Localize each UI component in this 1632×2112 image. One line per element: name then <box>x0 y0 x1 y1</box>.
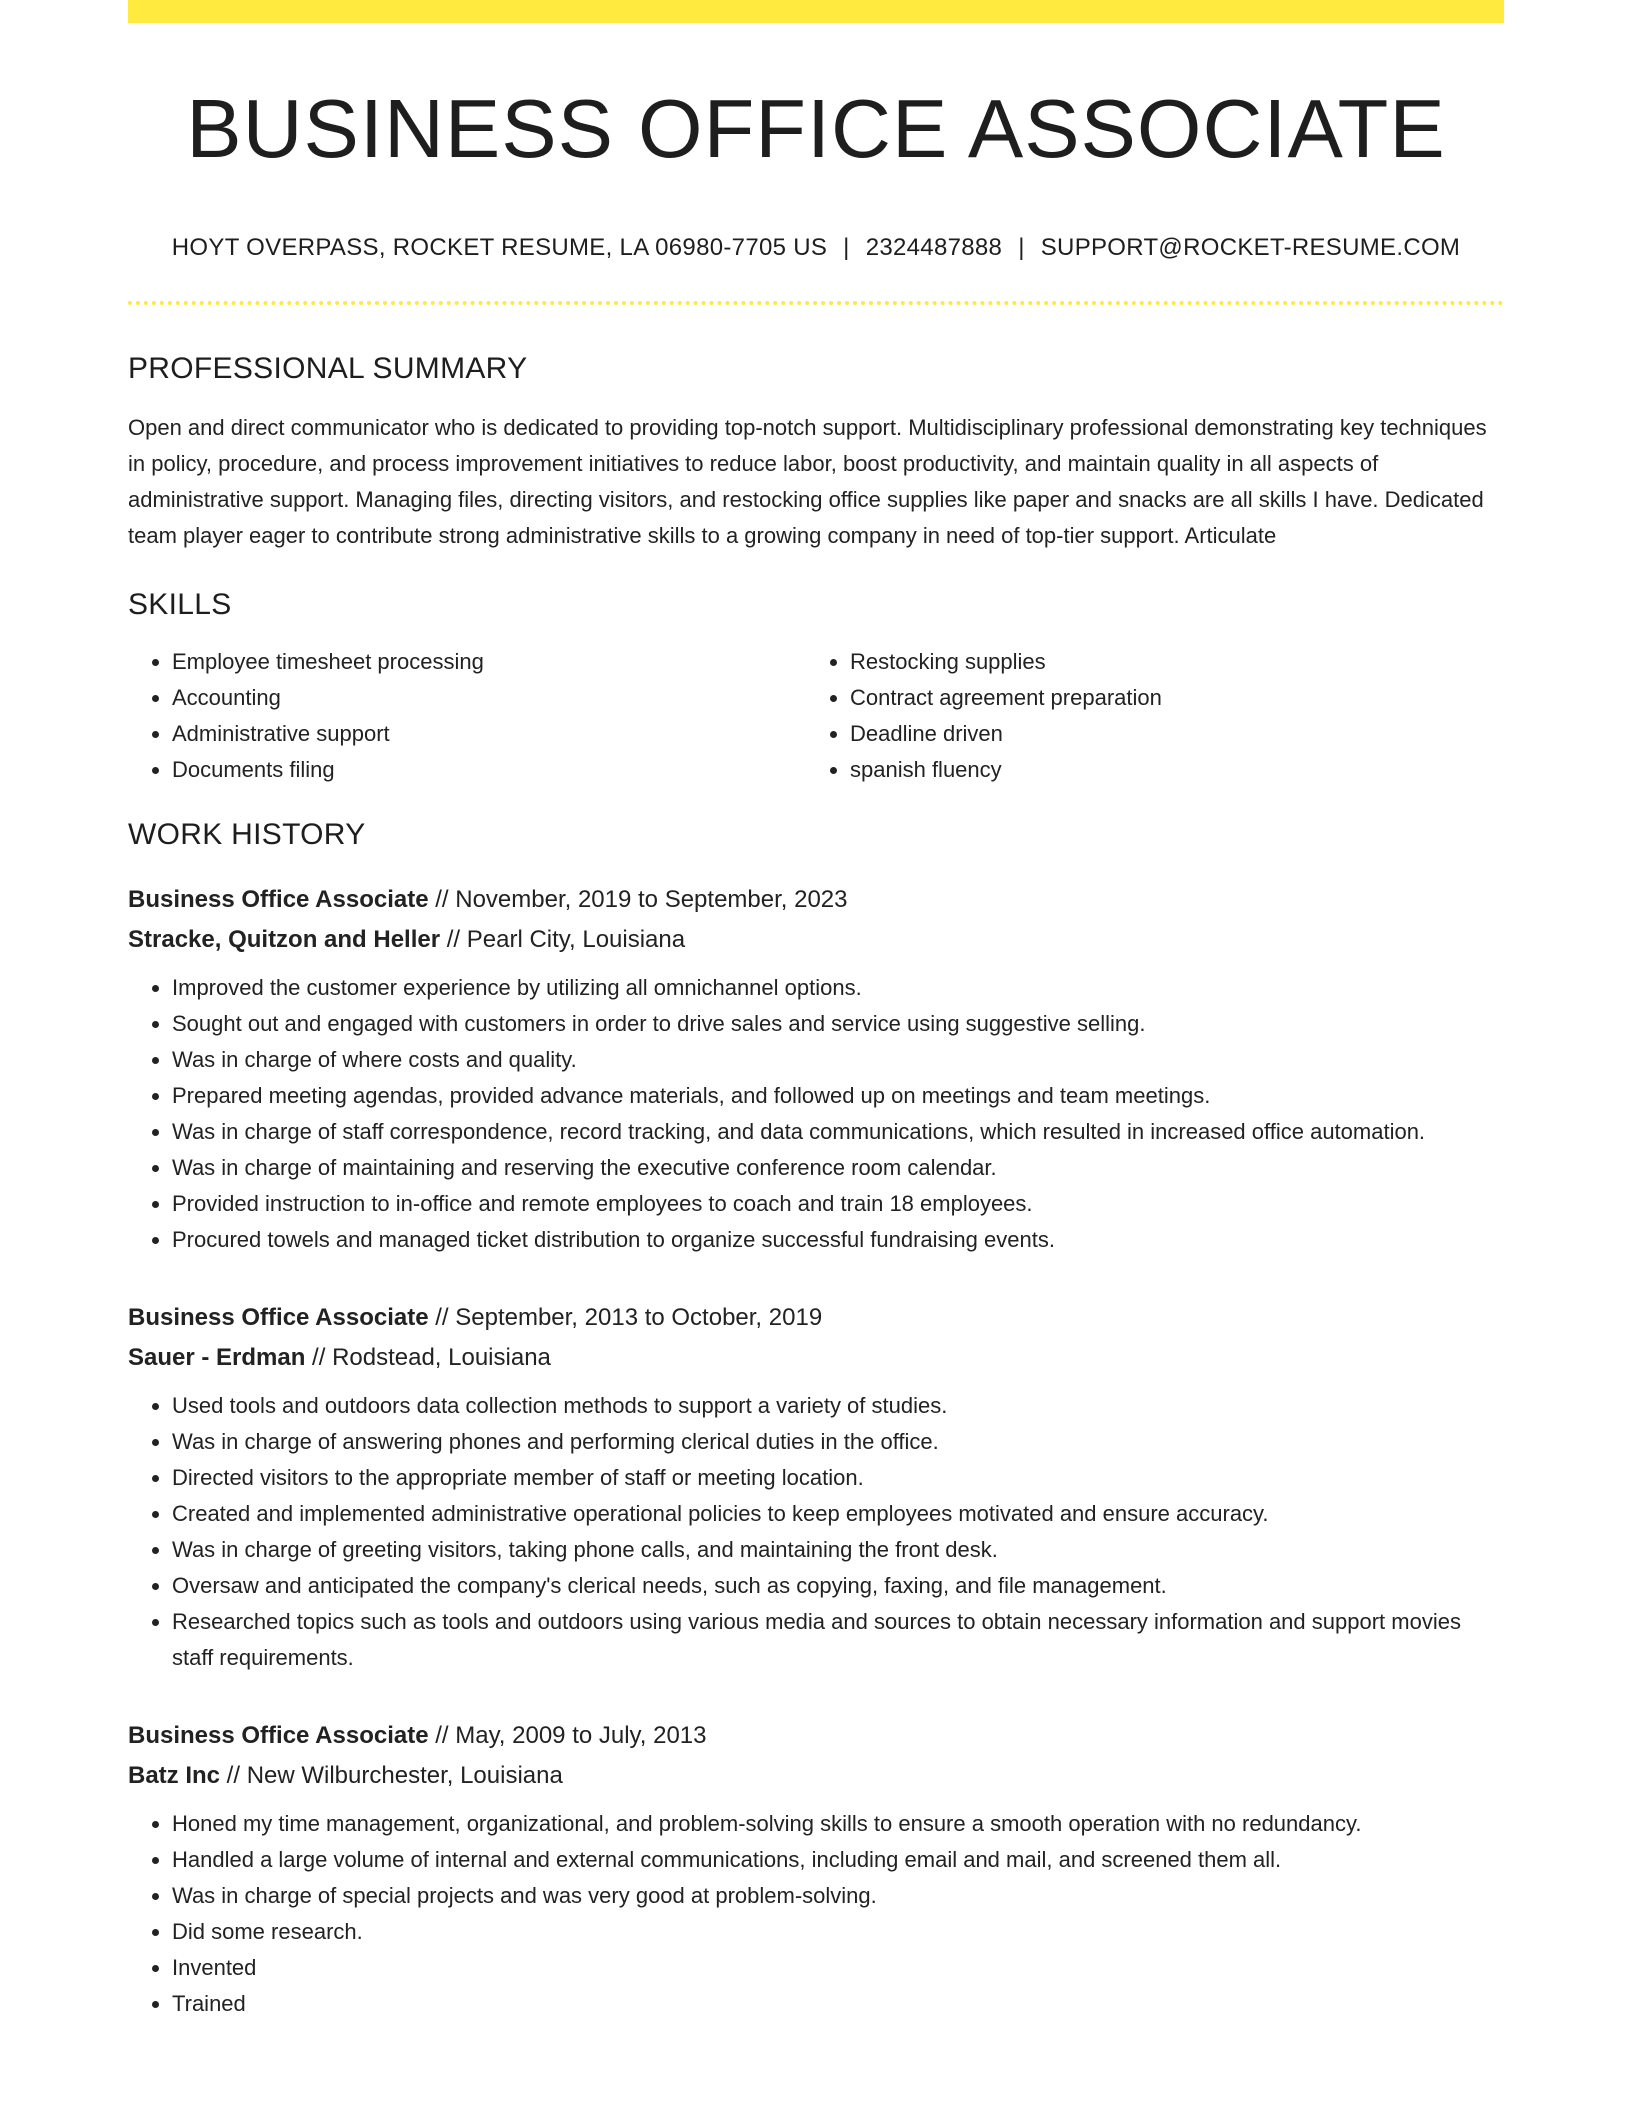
job-role: Business Office Associate <box>128 886 429 914</box>
job-bullet: • Procured towels and managed ticket distribution to organize successful fundraising events. <box>172 1222 1504 1258</box>
skills-column-left <box>128 644 806 788</box>
job-role: Business Office Associate <box>128 1304 429 1332</box>
job-company-line <box>128 1338 1504 1378</box>
skills-heading: SKILLS <box>128 588 232 622</box>
job-bullets <box>128 1806 1504 2022</box>
job-bullet: • Honed my time management, organizational, and problem-solving skills to ensure a smooth operation with no redundancy. <box>172 1806 1504 1842</box>
contact-address: HOYT OVERPASS, ROCKET RESUME, LA 06980-7705 US <box>171 234 828 262</box>
skills-column-right <box>806 644 1484 788</box>
job-bullet: • Was in charge of where costs and quality. <box>172 1042 1504 1078</box>
resume-title: BUSINESS OFFICE ASSOCIATE <box>186 82 1446 175</box>
job-dates: // May, 2009 to July, 2013 <box>428 1722 707 1750</box>
contact-separator: | <box>843 234 850 262</box>
job-company: Sauer - Erdman <box>128 1344 306 1372</box>
dotted-divider <box>128 301 1504 305</box>
top-accent-bar <box>128 0 1504 23</box>
job-bullets <box>128 970 1504 1258</box>
job-role-line <box>128 880 1504 920</box>
contact-phone: 2324487888 <box>865 234 1003 262</box>
skill-item: • Accounting <box>172 680 806 716</box>
job-company-line <box>128 1756 1504 1796</box>
job-bullet: • Did some research. <box>172 1914 1504 1950</box>
job-bullet: • Oversaw and anticipated the company's clerical needs, such as copying, faxing, and file management. <box>172 1568 1504 1604</box>
job-role-line <box>128 1716 1504 1756</box>
summary-text: Open and direct communicator who is dedicated to providing top-notch support. Multidisciplinary professional demonstrating key techniques in policy, procedure, and process improvement initiatives to reduce labor, boost productivity, and maintain quality in all aspects of administrative support. Managing files, directing visitors, and restocking office supplies like paper and snacks are all skills I have. Dedicated team player eager to contribute strong administrative skills to a growing company in need of top-tier support. Articulate <box>128 415 1487 549</box>
skill-item: • Documents filing <box>172 752 806 788</box>
job-entry <box>128 1716 1504 2022</box>
job-bullet: • Was in charge of staff correspondence, record tracking, and data communications, which resulted in increased office automation. <box>172 1114 1504 1150</box>
skill-item: • Restocking supplies <box>850 644 1484 680</box>
job-bullet: • Researched topics such as tools and outdoors using various media and sources to obtain necessary information and support movies staff requirements. <box>172 1604 1504 1676</box>
contact-email: SUPPORT@ROCKET-RESUME.COM <box>1040 234 1461 262</box>
job-bullet: • Sought out and engaged with customers in order to drive sales and service using suggestive selling. <box>172 1006 1504 1042</box>
resume-page <box>128 0 1504 2022</box>
job-bullet: • Prepared meeting agendas, provided advance materials, and followed up on meetings and team meetings. <box>172 1078 1504 1114</box>
job-location: // Pearl City, Louisiana <box>440 926 686 954</box>
job-dates: // November, 2019 to September, 2023 <box>428 886 848 914</box>
summary-heading: PROFESSIONAL SUMMARY <box>128 352 528 386</box>
skill-item: • spanish fluency <box>850 752 1484 788</box>
job-bullet: • Handled a large volume of internal and external communications, including email and mail, and screened them all. <box>172 1842 1504 1878</box>
job-bullet: • Improved the customer experience by utilizing all omnichannel options. <box>172 970 1504 1006</box>
work-history-heading: WORK HISTORY <box>128 818 366 852</box>
job-entry <box>128 880 1504 1258</box>
job-location: // Rodstead, Louisiana <box>305 1344 551 1372</box>
job-company: Batz Inc <box>128 1762 221 1790</box>
job-dates: // September, 2013 to October, 2019 <box>428 1304 823 1332</box>
job-bullet: • Was in charge of maintaining and reserving the executive conference room calendar. <box>172 1150 1504 1186</box>
skill-item: • Administrative support <box>172 716 806 752</box>
skill-item: • Contract agreement preparation <box>850 680 1484 716</box>
job-bullet: • Provided instruction to in-office and remote employees to coach and train 18 employees. <box>172 1186 1504 1222</box>
skill-item: • Employee timesheet processing <box>172 644 806 680</box>
job-location: // New Wilburchester, Louisiana <box>220 1762 563 1790</box>
job-role: Business Office Associate <box>128 1722 429 1750</box>
job-bullets <box>128 1388 1504 1676</box>
job-bullet: • Was in charge of answering phones and performing clerical duties in the office. <box>172 1424 1504 1460</box>
job-bullet: • Directed visitors to the appropriate member of staff or meeting location. <box>172 1460 1504 1496</box>
contact-separator: | <box>1018 234 1025 262</box>
contact-line <box>128 234 1504 262</box>
job-bullet: • Trained <box>172 1986 1504 2022</box>
job-company-line <box>128 920 1504 960</box>
job-role-line <box>128 1298 1504 1338</box>
skills-list <box>128 644 1504 788</box>
job-bullet: • Invented <box>172 1950 1504 1986</box>
skill-item: • Deadline driven <box>850 716 1484 752</box>
job-company: Stracke, Quitzon and Heller <box>128 926 441 954</box>
job-entry <box>128 1298 1504 1676</box>
job-bullet: • Was in charge of greeting visitors, taking phone calls, and maintaining the front desk. <box>172 1532 1504 1568</box>
job-bullet: • Used tools and outdoors data collection methods to support a variety of studies. <box>172 1388 1504 1424</box>
job-bullet: • Was in charge of special projects and was very good at problem-solving. <box>172 1878 1504 1914</box>
job-bullet: • Created and implemented administrative operational policies to keep employees motivated and ensure accuracy. <box>172 1496 1504 1532</box>
